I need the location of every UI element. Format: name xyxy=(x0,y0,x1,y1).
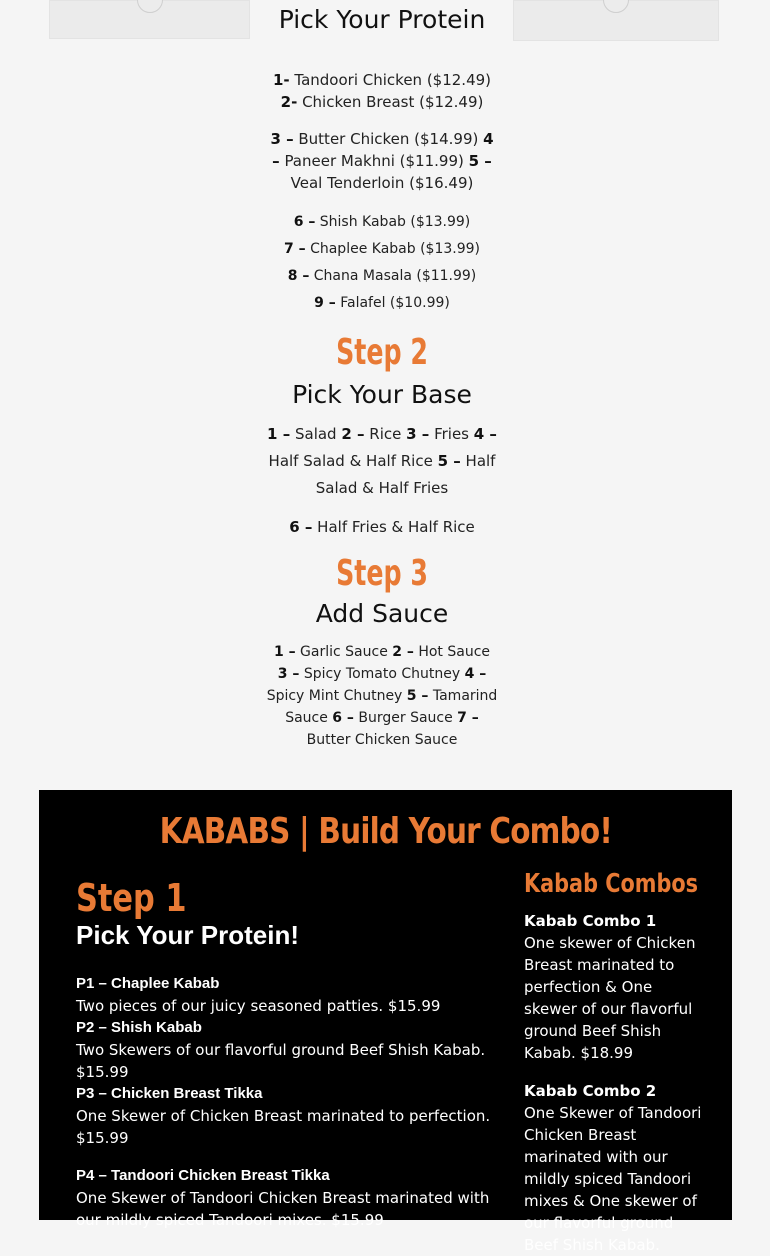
kabab-combo-desc: One Skewer of Tandoori Chicken Breast marinated with our mildly spiced Tandoori mixes & One skewer of our flavorful ground Beef Shish Kabab. xyxy=(524,1104,702,1254)
kabab-item-name: P2 – Shish Kabab xyxy=(76,1019,202,1036)
kabab-combo-name: Kabab Combo 2 xyxy=(524,1082,657,1100)
kabab-item-desc: Two Skewers of our flavorful ground Beef Shish Kabab. $15.99 xyxy=(76,1041,486,1081)
kabab-combo-name: Kabab Combo 1 xyxy=(524,912,657,930)
step3-label: Step 3 xyxy=(336,553,428,594)
protein-line-2: 2- Chicken Breast ($12.49) xyxy=(280,93,484,111)
kabab-item-desc: One Skewer of Chicken Breast marinated to perfection. $15.99 xyxy=(76,1107,491,1147)
step2-title: Pick Your Base xyxy=(292,380,472,409)
step3-title: Add Sauce xyxy=(315,599,449,628)
base-line-3: Salad & Half Fries xyxy=(315,479,449,497)
kababs-title: KABABS | Build Your Combo! xyxy=(159,811,612,852)
base-line-4: 6 – Half Fries & Half Rice xyxy=(289,518,475,536)
kabab-item-name: P4 – Tandoori Chicken Breast Tikka xyxy=(76,1167,330,1184)
sauce-line-1: 1 – Garlic Sauce 2 – Hot Sauce xyxy=(273,644,491,660)
kabab-item-name: P3 – Chicken Breast Tikka xyxy=(76,1085,263,1102)
protein-line-1: 1- Tandoori Chicken ($12.49) xyxy=(272,71,492,89)
kabab-item-name: P1 – Chaplee Kabab xyxy=(76,975,220,992)
protein-line-9: 9 – Falafel ($10.99) xyxy=(314,295,450,311)
protein-line-4: – Paneer Makhni ($11.99) 5 – xyxy=(272,152,492,170)
kabab-combos-title: Kabab Combos xyxy=(524,869,698,899)
kabab-item-desc: Two pieces of our juicy seasoned patties. $15.99 xyxy=(76,997,441,1015)
sauce-line-5: Butter Chicken Sauce xyxy=(306,732,458,748)
protein-line-6: 6 – Shish Kabab ($13.99) xyxy=(293,214,471,230)
base-line-2: Half Salad & Half Rice 5 – Half xyxy=(268,452,496,470)
sauce-line-2: 3 – Spicy Tomato Chutney 4 – xyxy=(277,666,487,682)
kababs-step-label: Step 1 xyxy=(76,876,187,920)
kabab-combo-desc: One skewer of Chicken Breast marinated to perfection & One skewer of our flavorful ground Beef Shish Kabab. $18.99 xyxy=(524,934,696,1062)
step1-title: Pick Your Protein xyxy=(278,5,486,34)
step2-label: Step 2 xyxy=(336,332,428,373)
base-line-1: 1 – Salad 2 – Rice 3 – Fries 4 – xyxy=(267,425,497,443)
placeholder-circle-icon xyxy=(603,0,629,13)
protein-line-3: 3 – Butter Chicken ($14.99) 4 xyxy=(270,130,494,148)
kababs-section xyxy=(39,790,732,1254)
kabab-item-desc: One Skewer of Tandoori Chicken Breast marinated with our mildly spiced Tandoori mixes. $15.99 xyxy=(76,1189,490,1229)
sauce-line-4: Sauce 6 – Burger Sauce 7 – xyxy=(285,710,479,726)
image-placeholder-left xyxy=(49,0,250,39)
sauce-line-3: Spicy Mint Chutney 5 – Tamarind xyxy=(266,688,498,704)
image-placeholder-right xyxy=(513,0,719,41)
kababs-step-title: Pick Your Protein! xyxy=(76,920,299,950)
protein-line-5: Veal Tenderloin ($16.49) xyxy=(290,174,474,192)
protein-line-8: 8 – Chana Masala ($11.99) xyxy=(287,268,477,284)
placeholder-circle-icon xyxy=(137,0,163,13)
protein-line-7: 7 – Chaplee Kabab ($13.99) xyxy=(284,241,480,257)
